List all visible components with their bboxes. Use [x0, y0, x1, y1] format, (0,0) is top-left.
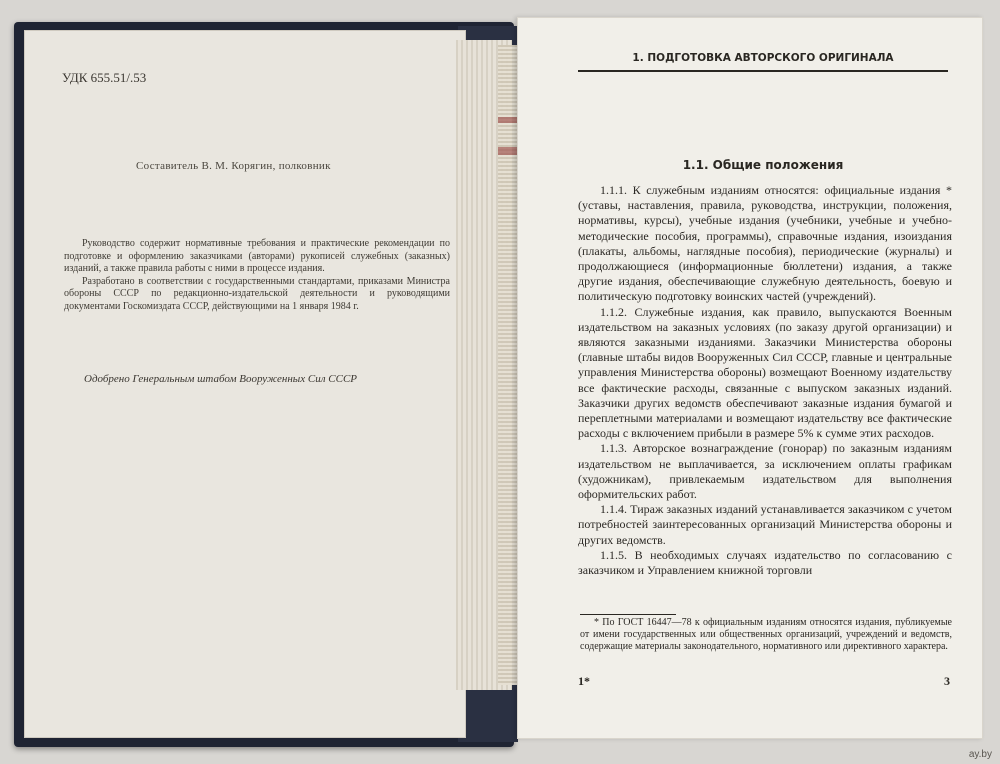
approval-line: Одобрено Генеральным штабом Вооруженных Сил СССР — [84, 373, 357, 385]
section-title: 1.1. Общие положения — [682, 158, 844, 172]
udk-code: УДК 655.51/.53 — [62, 70, 147, 85]
body-text — [578, 183, 952, 578]
signature-mark: 1* — [578, 674, 590, 688]
paragraph-1-1-5: 1.1.5. В необходимых случаях издательство по согласованию с заказчиком и Управлением книжной торговли — [578, 547, 952, 578]
annotation-paragraph: Руководство содержит нормативные требования и практические рекомендации по подготовке и оформлению заказчиками (авторами) рукописей служебных (заказных) изданий, а также правила работы с ними в процессе издания. — [64, 238, 450, 274]
show-through-title — [185, 200, 195, 230]
paragraph-1-1-4: 1.1.4. Тираж заказных изданий устанавливается заказчиком с учетом потребностей заинтересованных организаций Министерства обороны и других ведомств. — [578, 502, 952, 547]
paragraph-1-1-1: 1.1.1. К служебным изданиям относятся: официальные издания * (уставы, наставления, правила, руководства, инструкции, положения, нормативы, курсы), учебные издания (учебники, учебные и учебно-методические пособия, программы), справочные издания, изоиздания (плакаты, альбомы, наглядные пособия), периодические (журналы) и продолжающиеся (информационные бюллетени) издания, а также другие издания, обеспечивающие служебную деятельность, боевую и политическую подготовку воинских частей (учреждений). — [578, 183, 952, 304]
footnote-text: * По ГОСТ 16447—78 к официальным изданиям относятся издания, публикуемые от имени государственных или общественных организаций, учреждений и ведомств, содержащие материалы законодательного, нормативного или директивного характера. — [580, 617, 952, 652]
compiler-line: Составитель В. М. Корягин, полковник — [136, 160, 331, 172]
footnote-rule — [580, 614, 676, 615]
annotation-block — [64, 238, 450, 313]
paragraph-1-1-2: 1.1.2. Служебные издания, как правило, выпускаются Военным издательством на заказных условиях (по заказу другой организации) и являются заказными изданиями. Заказчики Министерства обороны (главные штабы видов Вооруженных Сил СССР, главные и центральные управления Министерства обороны) возмещают Военному издательству все фактические расходы, связанные с выпуском заказных изданий. Заказчики других ведомств обеспечивают заказные издания бумагой и переплетными материалами и возмещают издательству все фактические расходы с включением прибыли в размере 5% к сумме этих расходов. — [578, 304, 952, 441]
chapter-header: 1. ПОДГОТОВКА АВТОРСКОГО ОРИГИНАЛА — [632, 52, 894, 64]
footnote — [580, 617, 952, 653]
paragraph-1-1-3: 1.1.3. Авторское вознаграждение (гонорар) по заказным изданиям издательством не выплачивается, за исключением оплаты графикам (художникам), привлекаемым издательством для выполнения оформительских работ. — [578, 441, 952, 502]
page-number: 3 — [944, 674, 950, 688]
annotation-paragraph: Разработано в соответствии с государственными стандартами, приказами Министра обороны СССР по редакционно-издательской деятельности и руководящими документами Госкомиздата СССР, действующими на 1 января 1984 г. — [64, 275, 450, 312]
watermark: ay.by — [968, 749, 992, 760]
header-rule — [578, 70, 948, 72]
